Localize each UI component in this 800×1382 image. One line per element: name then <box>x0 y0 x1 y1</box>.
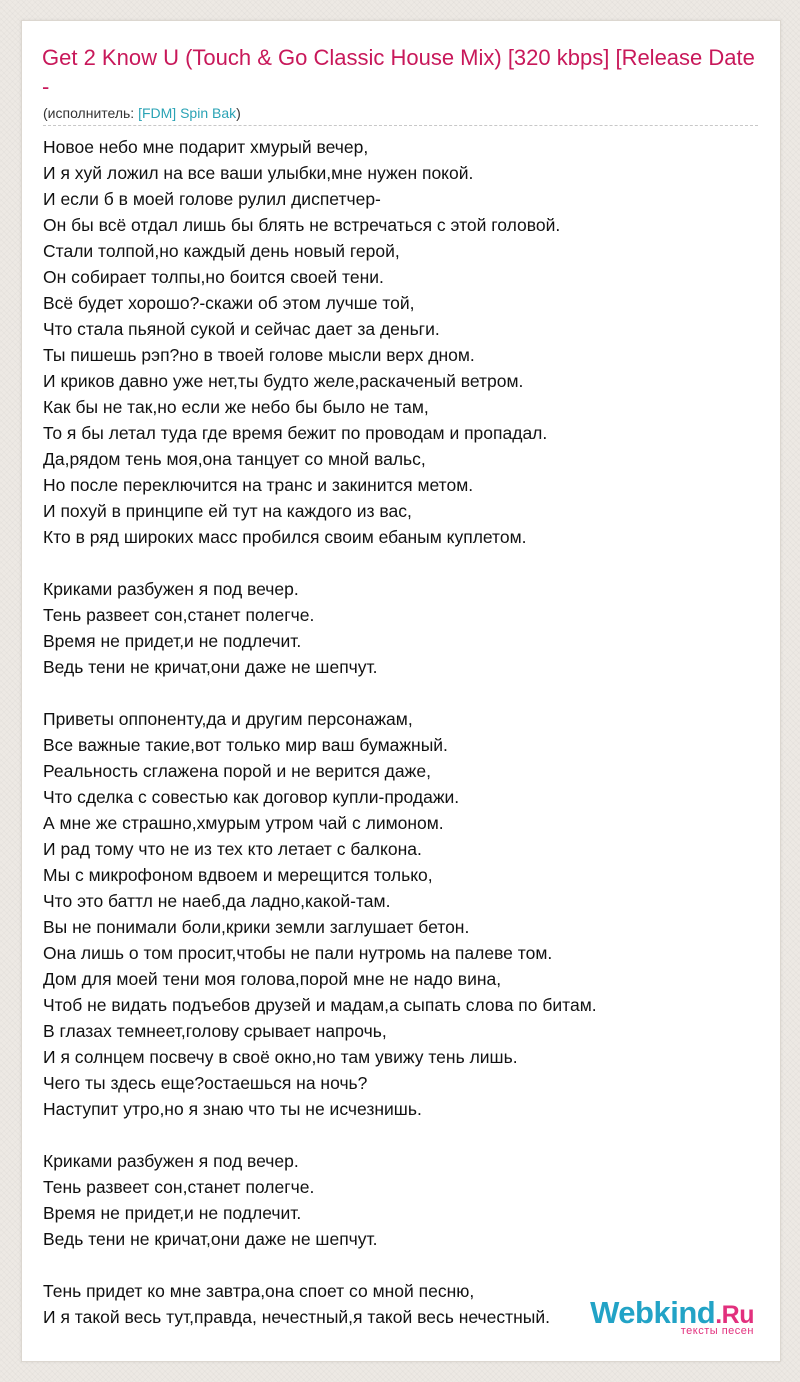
logo-tagline: тексты песен <box>680 1325 754 1337</box>
lyric-line: Чего ты здесь еще?остаешься на ночь? <box>43 1073 368 1093</box>
lyric-line: Что стала пьяной сукой и сейчас дает за деньги. <box>43 319 440 339</box>
lyric-line: В глазах темнеет,голову срывает напрочь, <box>43 1021 387 1041</box>
lyric-line: Всё будет хорошо?-скажи об этом лучше той, <box>43 293 415 313</box>
artist-suffix: ) <box>236 105 241 121</box>
lyric-line: Криками разбужен я под вечер. <box>43 1151 299 1171</box>
lyric-line: Что это баттл не наеб,да ладно,какой-там. <box>43 891 391 911</box>
lyric-line: Что сделка с совестью как договор купли-продажи. <box>43 787 460 807</box>
lyric-line: Тень придет ко мне завтра,она споет со мной песню, <box>43 1281 475 1301</box>
lyric-line: И если б в моей голове рулил диспетчер- <box>43 189 381 209</box>
lyric-line: Новое небо мне подарит хмурый вечер, <box>43 137 369 157</box>
logo-web-text: Webkind <box>590 1295 716 1330</box>
lyrics-stanza <box>43 134 763 550</box>
lyric-line: И я такой весь тут,правда, нечестный,я такой весь нечестный. <box>43 1307 551 1327</box>
lyric-line: Стали толпой,но каждый день новый герой, <box>43 241 400 261</box>
lyric-line: И я хуй ложил на все ваши улыбки,мне нужен покой. <box>43 163 474 183</box>
lyric-line: Тень развеет сон,станет полегче. <box>43 1177 315 1197</box>
logo-ru-text: .Ru <box>715 1301 754 1329</box>
lyric-line: И рад тому что не из тех кто летает с балкона. <box>43 839 422 859</box>
lyric-line: То я бы летал туда где время бежит по проводам и пропадал. <box>43 423 548 443</box>
lyric-line: Реальность сглажена порой и не верится даже, <box>43 761 431 781</box>
lyric-line: Дом для моей тени моя голова,порой мне не надо вина, <box>43 969 502 989</box>
artist-link[interactable]: [FDM] Spin Bak <box>138 105 237 121</box>
lyrics-body <box>43 134 763 1356</box>
lyric-line: И я солнцем посвечу в своё окно,но там увижу тень лишь. <box>43 1047 518 1067</box>
lyric-line: Тень развеет сон,станет полегче. <box>43 605 315 625</box>
lyric-line: Она лишь о том просит,чтобы не пали нутромь на палеве том. <box>43 943 553 963</box>
lyric-line: Чтоб не видать подъебов друзей и мадам,а сыпать слова по битам. <box>43 995 597 1015</box>
lyric-line: Он бы всё отдал лишь бы блять не встречаться с этой головой. <box>43 215 561 235</box>
song-title: Get 2 Know U (Touch & Go Classic House Mix) [320 kbps] [Release Date - <box>42 45 755 99</box>
lyrics-stanza <box>43 576 763 680</box>
lyric-line: И похуй в принципе ей тут на каждого из вас, <box>43 501 412 521</box>
artist-line <box>43 103 758 126</box>
lyric-line: Ведь тени не кричат,они даже не шепчут. <box>43 1229 378 1249</box>
lyric-line: Время не придет,и не подлечит. <box>43 631 302 651</box>
lyric-line: Наступит утро,но я знаю что ты не исчезнишь. <box>43 1099 422 1119</box>
lyric-line: Но после переключится на транс и закинится метом. <box>43 475 474 495</box>
lyric-line: Мы с микрофоном вдвоем и мерещится только, <box>43 865 433 885</box>
logo-wordmark <box>590 1297 754 1328</box>
lyric-line: Все важные такие,вот только мир ваш бумажный. <box>43 735 448 755</box>
lyric-line: Да,рядом тень моя,она танцует со мной вальс, <box>43 449 426 469</box>
lyric-line: И криков давно уже нет,ты будто желе,раскаченый ветром. <box>43 371 524 391</box>
lyric-line: Ведь тени не кричат,они даже не шепчут. <box>43 657 378 677</box>
lyric-line: Время не придет,и не подлечит. <box>43 1203 302 1223</box>
artist-prefix: (исполнитель: <box>43 105 139 121</box>
lyric-line: Вы не понимали боли,крики земли заглушает бетон. <box>43 917 470 937</box>
lyric-line: Он собирает толпы,но боится своей тени. <box>43 267 384 287</box>
lyric-line: А мне же страшно,хмурым утром чай с лимоном. <box>43 813 444 833</box>
webkind-logo[interactable] <box>590 1297 754 1337</box>
lyrics-stanza <box>43 706 763 1122</box>
lyrics-stanza <box>43 1148 763 1252</box>
lyric-line: Ты пишешь рэп?но в твоей голове мысли верх дном. <box>43 345 475 365</box>
lyrics-card <box>21 20 781 1362</box>
lyric-line: Как бы не так,но если же небо бы было не там, <box>43 397 429 417</box>
lyric-line: Криками разбужен я под вечер. <box>43 579 299 599</box>
lyric-line: Кто в ряд широких масс пробился своим ебаным куплетом. <box>43 527 527 547</box>
lyric-line: Приветы оппоненту,да и другим персонажам, <box>43 709 413 729</box>
